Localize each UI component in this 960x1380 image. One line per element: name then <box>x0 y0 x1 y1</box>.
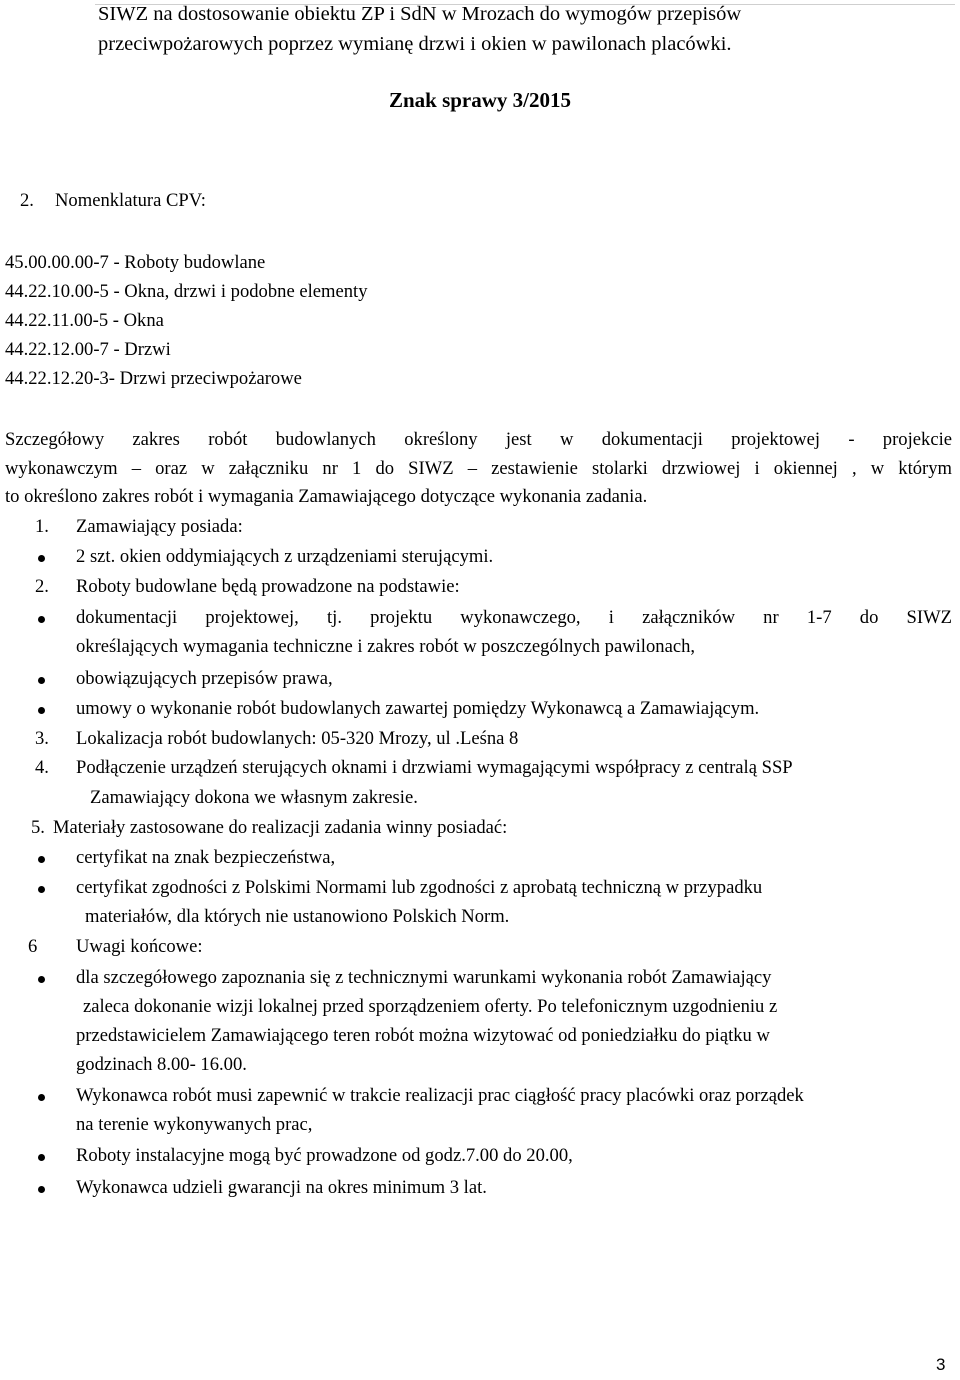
section-5-item-2-line-1: certyfikat zgodności z Polskimi Normami lub zgodności z aprobatą techniczną w przypadku <box>76 877 763 898</box>
intro-line-1: Szczegółowy zakres robót budowlanych określony jest w dokumentacji projektowej - projekcie <box>5 429 952 450</box>
section-6-item-2-line-2: na terenie wykonywanych prac, <box>76 1114 313 1135</box>
section-5-item-2-line-2: materiałów, dla których nie ustanowiono Polskich Norm. <box>85 906 510 927</box>
section-3-number: 3. <box>35 728 49 749</box>
section-5-number: 5. <box>31 817 45 838</box>
section-2-item-2: obowiązujących przepisów prawa, <box>76 668 333 689</box>
section-1-title: Zamawiający posiada: <box>76 516 243 537</box>
cpv-code: 44.22.10.00-5 - Okna, drzwi i podobne elementy <box>5 281 368 302</box>
bullet-icon <box>38 555 45 562</box>
bullet-icon <box>38 1186 45 1193</box>
section-6-title: Uwagi końcowe: <box>76 936 203 957</box>
cpv-number: 2. <box>20 190 34 211</box>
bullet-icon <box>38 856 45 863</box>
section-3-title: Lokalizacja robót budowlanych: 05-320 Mrozy, ul .Leśna 8 <box>76 728 519 749</box>
cpv-code: 45.00.00.00-7 - Roboty budowlane <box>5 252 266 273</box>
intro-line-2: wykonawczym – oraz w załączniku nr 1 do SIWZ – zestawienie stolarki drzwiowej i okiennej , w którym <box>5 458 952 479</box>
section-6-item-1-line-4: godzinach 8.00- 16.00. <box>76 1054 247 1075</box>
section-1-number: 1. <box>35 516 49 537</box>
header-title-line-2: przeciwpożarowych poprzez wymianę drzwi i okien w pawilonach placówki. <box>98 33 732 55</box>
section-2-number: 2. <box>35 576 49 597</box>
section-4-line-1: Podłączenie urządzeń sterujących oknami i drzwiami wymagającymi współpracy z centralą SSP <box>76 757 793 778</box>
case-number: Znak sprawy 3/2015 <box>388 88 572 112</box>
section-6-number: 6 <box>28 936 38 957</box>
section-2-title: Roboty budowlane będą prowadzone na podstawie: <box>76 576 460 597</box>
section-2-item-3: umowy o wykonanie robót budowlanych zawartej pomiędzy Wykonawcą a Zamawiającym. <box>76 698 760 719</box>
section-6-item-2-line-1: Wykonawca robót musi zapewnić w trakcie realizacji prac ciągłość pracy placówki oraz porządek <box>76 1085 804 1106</box>
section-6-item-1-line-2: zaleca dokonanie wizji lokalnej przed sporządzeniem oferty. Po telefonicznym uzgodnieniu z <box>83 996 778 1017</box>
section-6-item-4: Wykonawca udzieli gwarancji na okres minimum 3 lat. <box>76 1177 487 1198</box>
cpv-code: 44.22.11.00-5 - Okna <box>5 310 164 331</box>
cpv-code: 44.22.12.00-7 - Drzwi <box>5 339 171 360</box>
bullet-icon <box>38 677 45 684</box>
section-2-item-1-line-2: określających wymagania techniczne i zakres robót w poszczególnych pawilonach, <box>76 636 696 657</box>
bullet-icon <box>38 886 45 893</box>
section-1-item: 2 szt. okien oddymiających z urządzeniami sterującymi. <box>76 546 494 567</box>
bullet-icon <box>38 976 45 983</box>
cpv-code: 44.22.12.20-3- Drzwi przeciwpożarowe <box>5 368 302 389</box>
header-title-line-1: SIWZ na dostosowanie obiektu ZP i SdN w Mrozach do wymogów przepisów <box>98 3 742 25</box>
bullet-icon <box>38 1094 45 1101</box>
section-6-item-1-line-3: przedstawicielem Zamawiającego teren robót można wizytować od poniedziałku do piątku w <box>76 1025 770 1046</box>
section-6-item-3: Roboty instalacyjne mogą być prowadzone od godz.7.00 do 20.00, <box>76 1145 573 1166</box>
intro-line-3: to określono zakres robót i wymagania Zamawiającego dotyczące wykonania zadania. <box>5 486 648 507</box>
section-5-title: Materiały zastosowane do realizacji zadania winny posiadać: <box>53 817 508 838</box>
bullet-icon <box>38 707 45 714</box>
cpv-title: Nomenklatura CPV: <box>55 190 206 211</box>
bullet-icon <box>38 616 45 623</box>
section-5-item-1: certyfikat na znak bezpieczeństwa, <box>76 847 336 868</box>
section-4-line-2: Zamawiający dokona we własnym zakresie. <box>90 787 418 808</box>
section-6-item-1-line-1: dla szczegółowego zapoznania się z technicznymi warunkami wykonania robót Zamawiający <box>76 967 772 988</box>
section-4-number: 4. <box>35 757 49 778</box>
bullet-icon <box>38 1154 45 1161</box>
section-2-item-1-line-1: dokumentacji projektowej, tj. projektu wykonawczego, i załączników nr 1-7 do SIWZ <box>76 607 952 628</box>
page-number: 3 <box>936 1355 946 1374</box>
